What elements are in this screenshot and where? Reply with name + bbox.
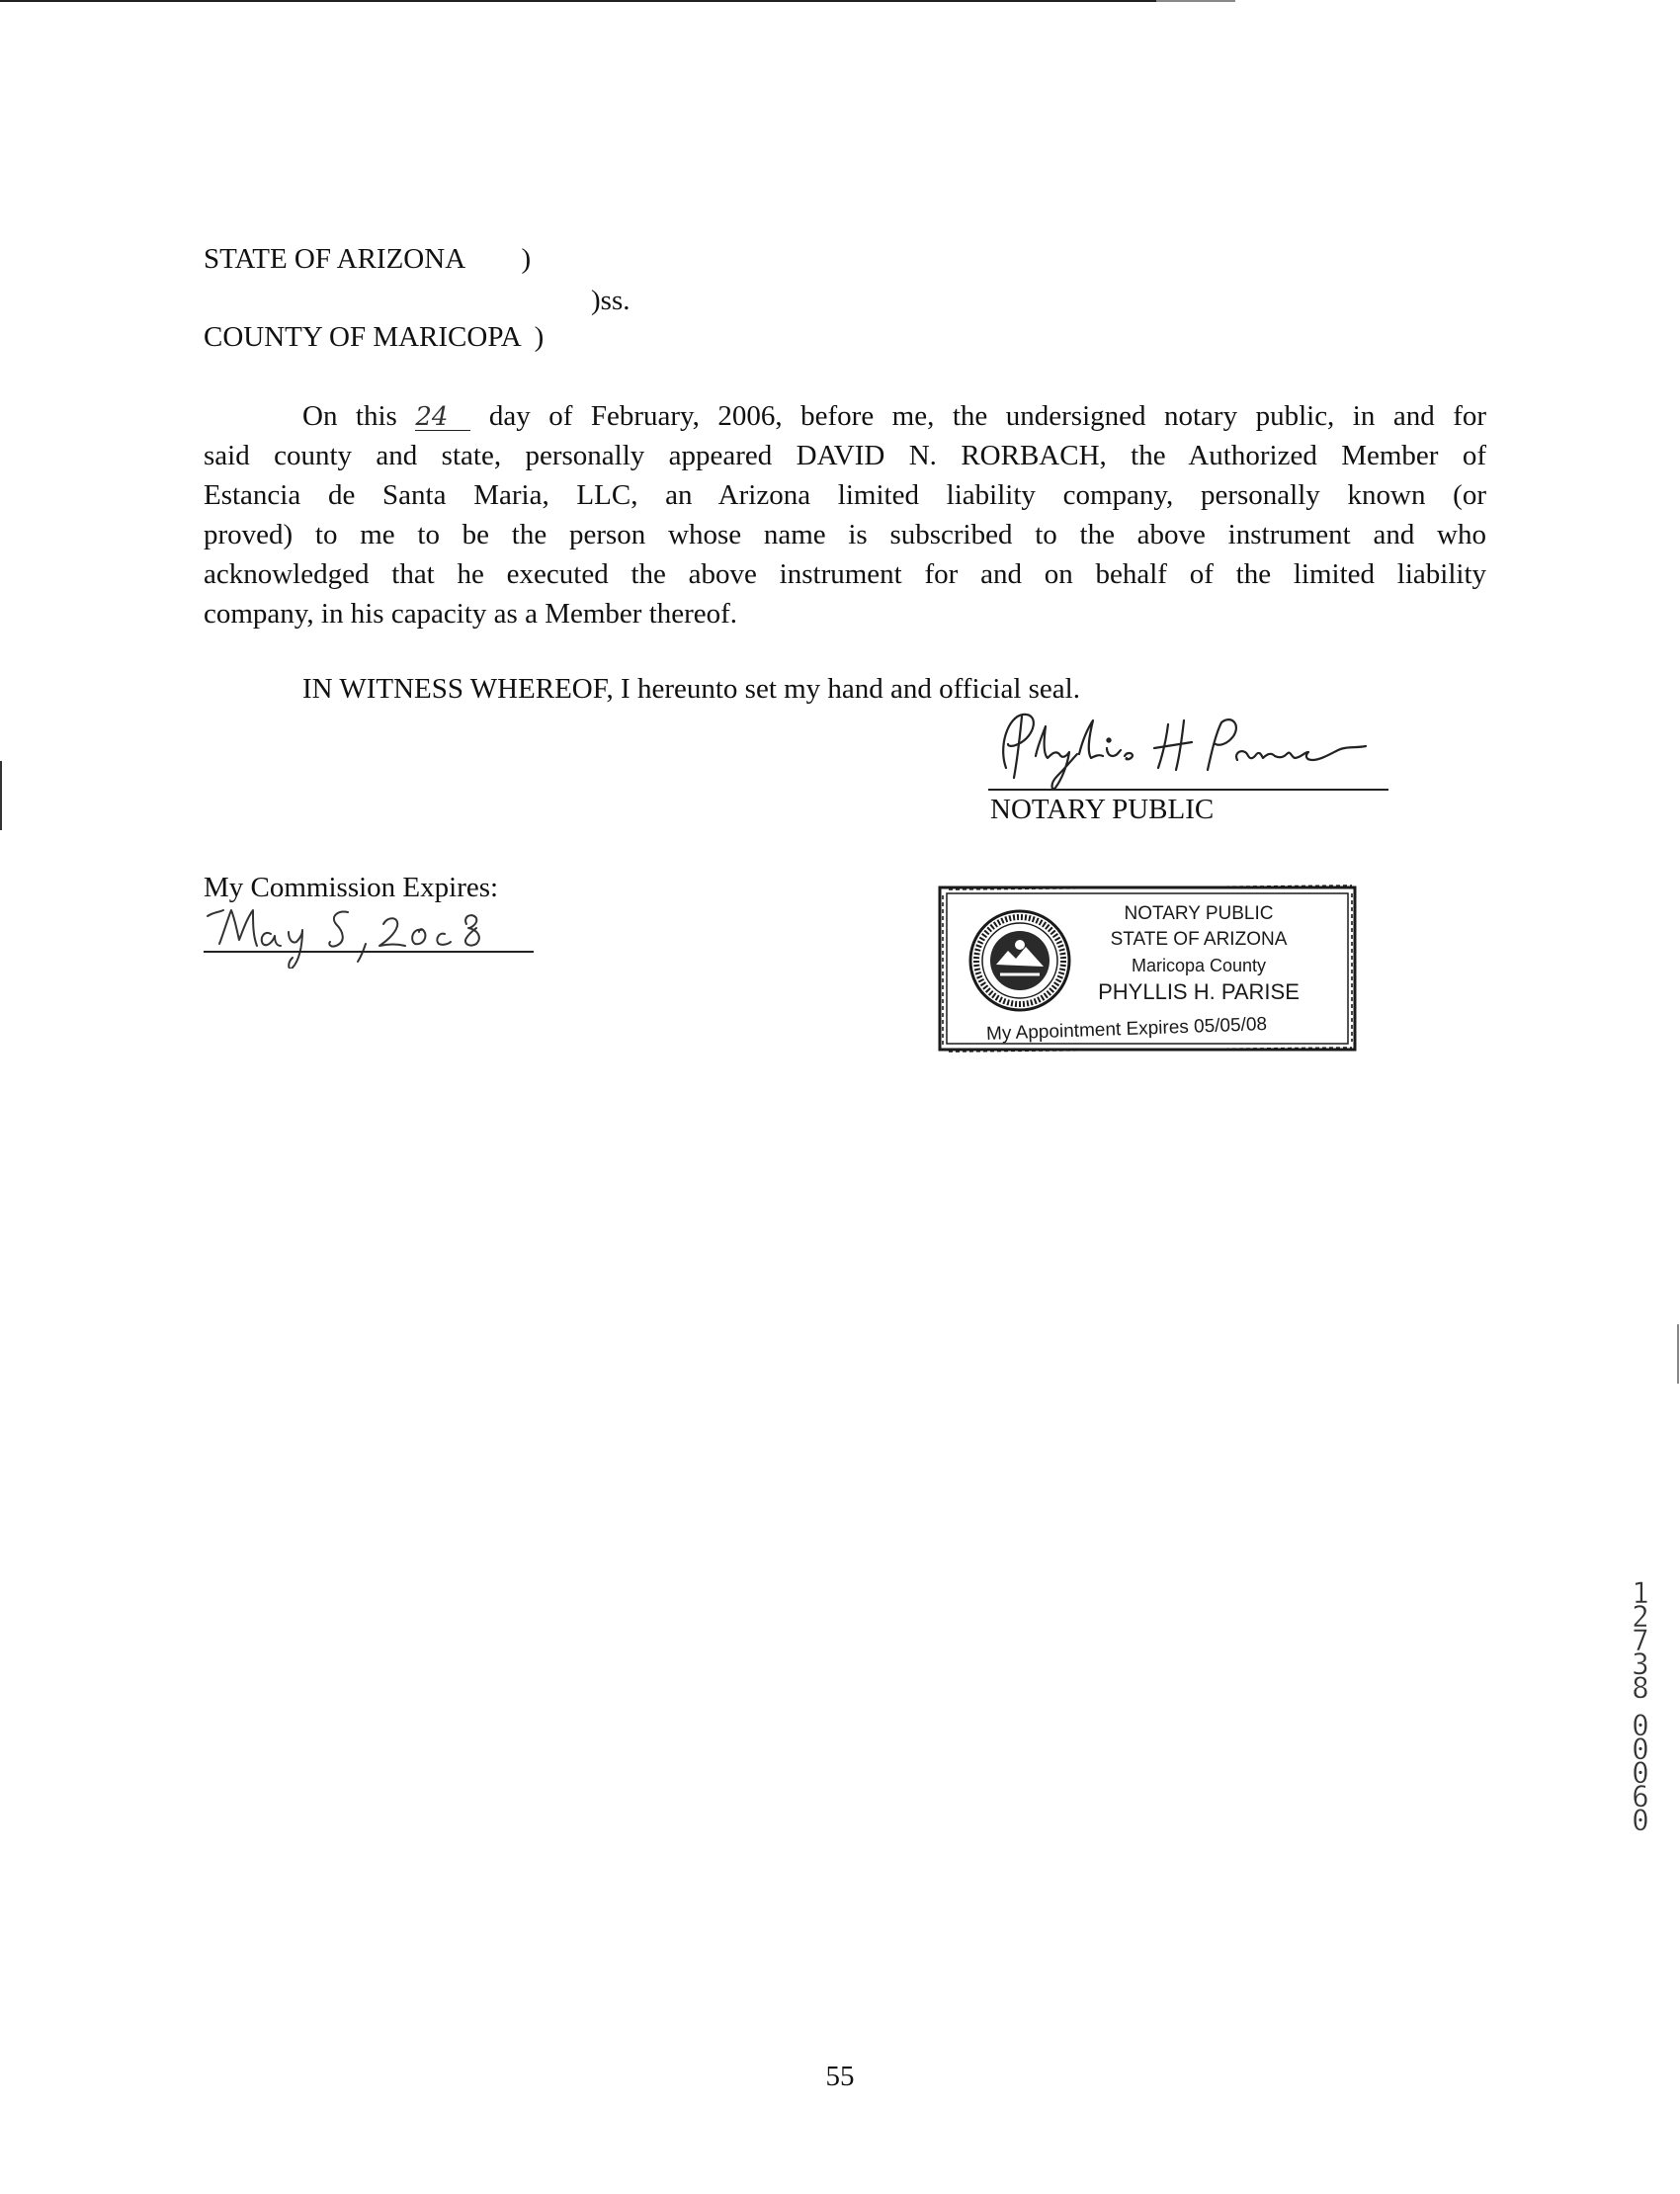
acknowledgment-line-2: said county and state, personally appeared DAVID N. RORBACH, the Authorized Member of xyxy=(204,440,1486,471)
acknowledgment-line-5: acknowledged that he executed the above instrument for and on behalf of the limited liability xyxy=(204,558,1486,590)
doc-number-digit: 0 xyxy=(1632,1709,1649,1742)
doc-number-digit: 7 xyxy=(1632,1624,1649,1657)
doc-number-digit: 6 xyxy=(1632,1780,1649,1814)
state-seal-icon xyxy=(970,911,1069,1010)
top-scan-edge xyxy=(0,0,1225,2)
stamp-title: NOTARY PUBLIC xyxy=(1124,903,1274,924)
acknowledgment-line-1 xyxy=(204,396,1486,436)
top-scan-edge-fade xyxy=(1156,0,1235,2)
doc-number-digit: 8 xyxy=(1632,1671,1649,1705)
on-this-text: On this xyxy=(302,400,397,432)
doc-number-digit: 3 xyxy=(1632,1647,1649,1681)
acknowledgment-line-4: proved) to me to be the person whose name is subscribed to the above instrument and who xyxy=(204,519,1486,550)
stamp-appointment-expires: My Appointment Expires 05/05/08 xyxy=(985,1014,1268,1045)
doc-number-digit: 0 xyxy=(1632,1804,1649,1837)
page-number: 55 xyxy=(825,2061,855,2092)
doc-number-digit: 0 xyxy=(1632,1756,1649,1790)
witness-clause: IN WITNESS WHEREOF, I hereunto set my hand and official seal. xyxy=(302,673,1080,705)
acknowledgment-line-1-text: day of February, 2006, before me, the undersigned notary public, in and for xyxy=(488,400,1487,432)
right-scan-mark xyxy=(1677,1324,1679,1384)
venue-ss-line: )ss. xyxy=(591,285,630,316)
stamp-state: STATE OF ARIZONA xyxy=(1110,929,1288,950)
doc-number-digit: 2 xyxy=(1632,1600,1649,1634)
notary-signature xyxy=(978,697,1393,796)
notary-public-label: NOTARY PUBLIC xyxy=(990,794,1215,825)
stamp-notary-name: PHYLLIS H. PARISE xyxy=(1098,979,1300,1004)
doc-number-digit: 0 xyxy=(1632,1732,1649,1766)
commission-date-line xyxy=(204,951,534,953)
stamp-county: Maricopa County xyxy=(1131,956,1267,975)
venue-state-line: STATE OF ARIZONA ) xyxy=(204,243,532,275)
left-scan-mark xyxy=(0,761,2,830)
notary-stamp xyxy=(937,878,1362,1063)
stamp-text-block xyxy=(1075,901,1322,1006)
commission-expires-label: My Commission Expires: xyxy=(204,872,499,903)
acknowledgment-line-6: company, in his capacity as a Member thereof. xyxy=(204,598,738,630)
commission-handwritten-date xyxy=(198,894,539,969)
doc-number-digit: 1 xyxy=(1632,1576,1649,1610)
signature-line xyxy=(988,789,1388,791)
acknowledgment-line-3: Estancia de Santa Maria, LLC, an Arizona limited liability company, personally known (or xyxy=(204,479,1486,511)
handwritten-day: 24 xyxy=(415,404,470,431)
document-number-vertical xyxy=(1626,1576,1655,1837)
venue-county-line: COUNTY OF MARICOPA ) xyxy=(204,321,545,353)
acknowledgment-paragraph xyxy=(204,396,1486,633)
